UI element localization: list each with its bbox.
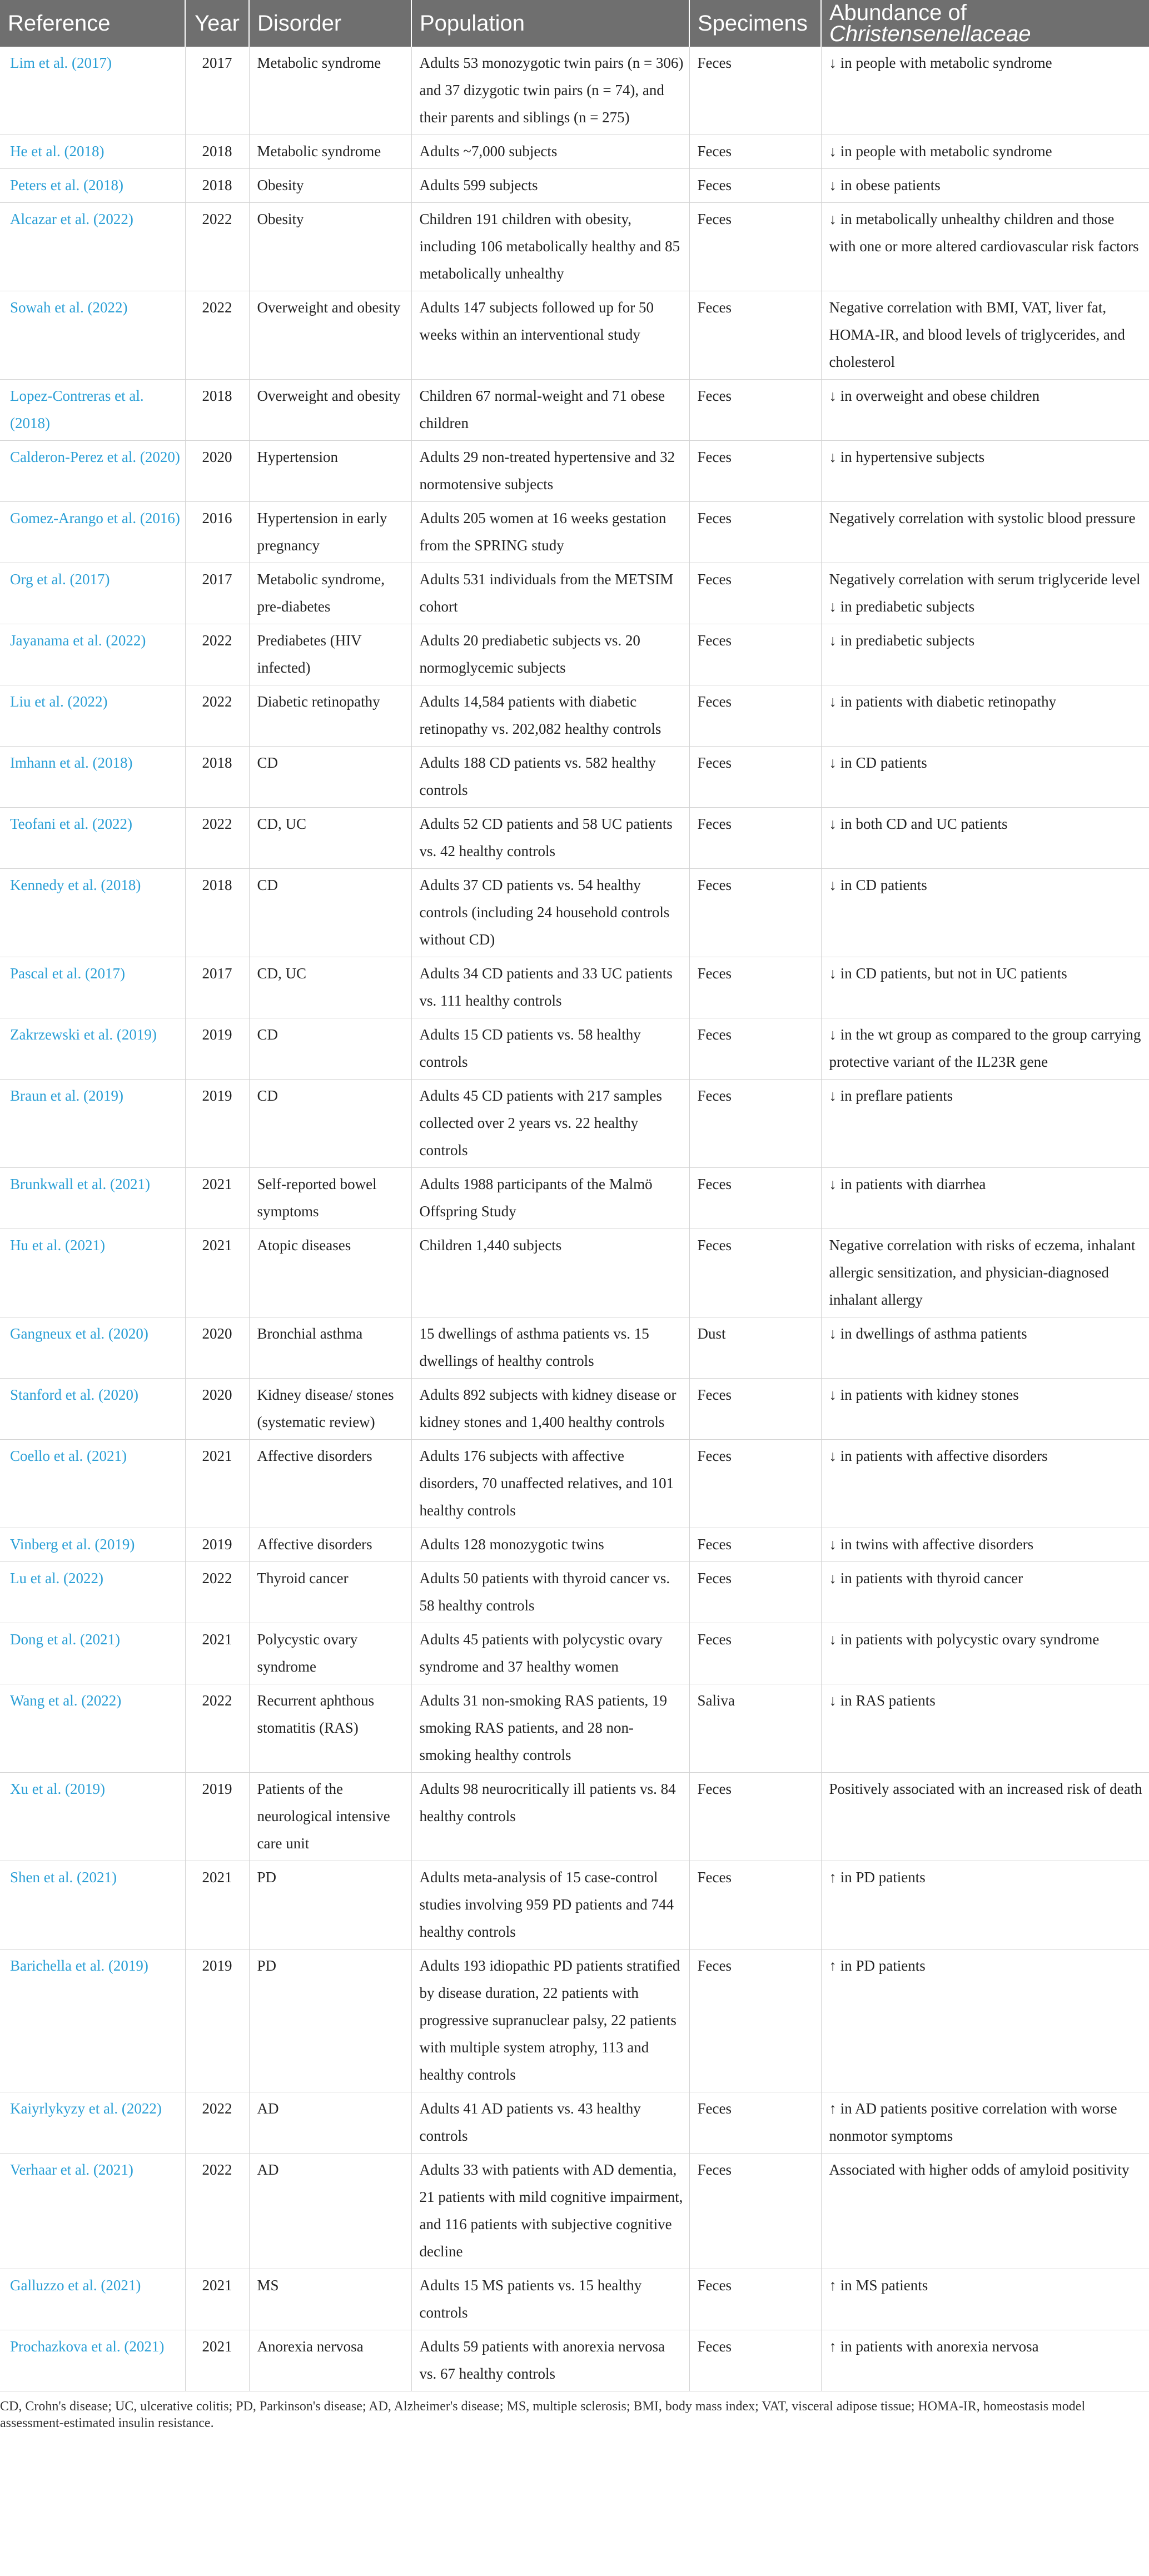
specimens-cell: Feces: [689, 1379, 821, 1440]
reference-link[interactable]: Gomez-Arango et al. (2016): [0, 502, 185, 563]
disorder-cell: Metabolic syndrome, pre-diabetes: [249, 563, 411, 624]
disorder-cell: Anorexia nervosa: [249, 2330, 411, 2391]
disorder-cell: Overweight and obesity: [249, 291, 411, 380]
abundance-cell: Positively associated with an increased risk of death: [821, 1773, 1149, 1861]
year-cell: 2018: [185, 135, 249, 169]
table-row: [0, 441, 1149, 502]
table-row: [0, 1861, 1149, 1950]
table-row: [0, 747, 1149, 808]
abundance-cell: ↑ in patients with anorexia nervosa: [821, 2330, 1149, 2391]
population-cell: Adults 193 idiopathic PD patients stratified by disease duration, 22 patients with progressive supranuclear palsy, 22 patients with multiple system atrophy, 113 and healthy controls: [411, 1950, 689, 2092]
population-cell: Adults 1988 participants of the Malmö Offspring Study: [411, 1168, 689, 1229]
table-row: [0, 685, 1149, 747]
table-row: [0, 291, 1149, 380]
abundance-cell: ↓ in people with metabolic syndrome: [821, 47, 1149, 135]
abundance-cell: ↓ in twins with affective disorders: [821, 1528, 1149, 1562]
population-cell: Adults ~7,000 subjects: [411, 135, 689, 169]
table-row: [0, 808, 1149, 869]
table-row: [0, 1684, 1149, 1773]
specimens-cell: Feces: [689, 380, 821, 441]
table-row: [0, 2330, 1149, 2391]
column-header-reference: Reference: [0, 0, 185, 47]
abundance-header-line1: Abundance of: [829, 1, 967, 25]
disorder-cell: Polycystic ovary syndrome: [249, 1623, 411, 1684]
specimens-cell: Feces: [689, 203, 821, 291]
disorder-cell: Diabetic retinopathy: [249, 685, 411, 747]
table-row: [0, 380, 1149, 441]
year-cell: 2021: [185, 1229, 249, 1317]
population-cell: Adults 52 CD patients and 58 UC patients vs. 42 healthy controls: [411, 808, 689, 869]
column-header-specimens: Specimens: [689, 0, 821, 47]
reference-link[interactable]: Kennedy et al. (2018): [0, 869, 185, 957]
abundance-cell: ↓ in patients with diabetic retinopathy: [821, 685, 1149, 747]
year-cell: 2021: [185, 2330, 249, 2391]
reference-link[interactable]: Lu et al. (2022): [0, 1562, 185, 1623]
table-row: [0, 1950, 1149, 2092]
specimens-cell: Feces: [689, 808, 821, 869]
abundance-cell: ↓ in CD patients, but not in UC patients: [821, 957, 1149, 1018]
column-header-year: Year: [185, 0, 249, 47]
specimens-cell: Feces: [689, 1562, 821, 1623]
population-cell: Adults 599 subjects: [411, 169, 689, 203]
specimens-cell: Feces: [689, 502, 821, 563]
table-row: [0, 203, 1149, 291]
year-cell: 2016: [185, 502, 249, 563]
abundance-cell: ↓ in prediabetic subjects: [821, 624, 1149, 685]
disorder-cell: CD: [249, 869, 411, 957]
abundance-cell: ↓ in obese patients: [821, 169, 1149, 203]
specimens-cell: Feces: [689, 1018, 821, 1080]
column-header-disorder: Disorder: [249, 0, 411, 47]
table-row: [0, 502, 1149, 563]
disorder-cell: MS: [249, 2269, 411, 2330]
abundance-header-taxon: Christensenellaceae: [829, 22, 1031, 46]
year-cell: 2022: [185, 624, 249, 685]
table-body: [0, 47, 1149, 2391]
abundance-cell: ↓ in both CD and UC patients: [821, 808, 1149, 869]
population-cell: Adults 147 subjects followed up for 50 weeks within an interventional study: [411, 291, 689, 380]
population-cell: Adults 128 monozygotic twins: [411, 1528, 689, 1562]
reference-link[interactable]: Alcazar et al. (2022): [0, 203, 185, 291]
disorder-cell: Metabolic syndrome: [249, 47, 411, 135]
abundance-cell: ↓ in patients with kidney stones: [821, 1379, 1149, 1440]
reference-link[interactable]: Org et al. (2017): [0, 563, 185, 624]
reference-link[interactable]: Pascal et al. (2017): [0, 957, 185, 1018]
specimens-cell: Feces: [689, 2092, 821, 2154]
year-cell: 2019: [185, 1080, 249, 1168]
specimens-cell: Saliva: [689, 1684, 821, 1773]
year-cell: 2022: [185, 685, 249, 747]
population-cell: Adults 20 prediabetic subjects vs. 20 normoglycemic subjects: [411, 624, 689, 685]
reference-link[interactable]: Wang et al. (2022): [0, 1684, 185, 1773]
abundance-cell: ↑ in PD patients: [821, 1861, 1149, 1950]
reference-link[interactable]: Liu et al. (2022): [0, 685, 185, 747]
disorder-cell: CD, UC: [249, 957, 411, 1018]
abundance-cell: ↑ in PD patients: [821, 1950, 1149, 2092]
column-header-population: Population: [411, 0, 689, 47]
abundance-cell: ↓ in patients with thyroid cancer: [821, 1562, 1149, 1623]
population-cell: Adults 50 patients with thyroid cancer vs. 58 healthy controls: [411, 1562, 689, 1623]
specimens-cell: Feces: [689, 957, 821, 1018]
table-row: [0, 1018, 1149, 1080]
year-cell: 2018: [185, 869, 249, 957]
column-header-abundance: [821, 0, 1149, 47]
table-row: [0, 135, 1149, 169]
table-row: [0, 1773, 1149, 1861]
abundance-cell: ↓ in CD patients: [821, 869, 1149, 957]
disorder-cell: Self-reported bowel symptoms: [249, 1168, 411, 1229]
specimens-cell: Feces: [689, 1080, 821, 1168]
disorder-cell: Thyroid cancer: [249, 1562, 411, 1623]
specimens-cell: Feces: [689, 47, 821, 135]
population-cell: Adults 34 CD patients and 33 UC patients vs. 111 healthy controls: [411, 957, 689, 1018]
specimens-cell: Feces: [689, 1623, 821, 1684]
abundance-cell: ↓ in patients with diarrhea: [821, 1168, 1149, 1229]
table-row: [0, 2269, 1149, 2330]
table-footnote: CD, Crohn's disease; UC, ulcerative colitis; PD, Parkinson's disease; AD, Alzheimer's disease; MS, multiple sclerosis; BMI, body mass index; VAT, visceral adipose tissue; HOMA-IR, homeostasis model assessment-estimated insulin resistance.: [0, 2399, 1086, 2430]
year-cell: 2022: [185, 1562, 249, 1623]
year-cell: 2018: [185, 380, 249, 441]
population-cell: Adults 45 patients with polycystic ovary syndrome and 37 healthy women: [411, 1623, 689, 1684]
population-cell: 15 dwellings of asthma patients vs. 15 dwellings of healthy controls: [411, 1317, 689, 1379]
population-cell: Adults 14,584 patients with diabetic retinopathy vs. 202,082 healthy controls: [411, 685, 689, 747]
population-cell: Adults 205 women at 16 weeks gestation from the SPRING study: [411, 502, 689, 563]
table-row: [0, 2154, 1149, 2269]
table-row: [0, 1229, 1149, 1317]
reference-link[interactable]: Calderon-Perez et al. (2020): [0, 441, 185, 502]
specimens-cell: Feces: [689, 1528, 821, 1562]
abundance-cell: ↓ in CD patients: [821, 747, 1149, 808]
year-cell: 2022: [185, 291, 249, 380]
year-cell: 2019: [185, 1528, 249, 1562]
specimens-cell: Feces: [689, 2330, 821, 2391]
table-row: [0, 869, 1149, 957]
reference-link[interactable]: Imhann et al. (2018): [0, 747, 185, 808]
year-cell: 2022: [185, 2092, 249, 2154]
specimens-cell: Feces: [689, 135, 821, 169]
year-cell: 2018: [185, 747, 249, 808]
year-cell: 2017: [185, 957, 249, 1018]
abundance-cell: ↓ in overweight and obese children: [821, 380, 1149, 441]
population-cell: Children 1,440 subjects: [411, 1229, 689, 1317]
specimens-cell: Feces: [689, 1950, 821, 2092]
abundance-cell: Negatively correlation with serum triglyceride level ↓ in prediabetic subjects: [821, 563, 1149, 624]
specimens-cell: Feces: [689, 2154, 821, 2269]
table-row: [0, 624, 1149, 685]
table-row: [0, 563, 1149, 624]
disorder-cell: Recurrent aphthous stomatitis (RAS): [249, 1684, 411, 1773]
population-cell: Adults 59 patients with anorexia nervosa vs. 67 healthy controls: [411, 2330, 689, 2391]
specimens-cell: Feces: [689, 291, 821, 380]
reference-link[interactable]: Barichella et al. (2019): [0, 1950, 185, 2092]
disorder-cell: AD: [249, 2154, 411, 2269]
reference-link[interactable]: Xu et al. (2019): [0, 1773, 185, 1861]
population-cell: Adults 31 non-smoking RAS patients, 19 smoking RAS patients, and 28 non-smoking healthy controls: [411, 1684, 689, 1773]
specimens-cell: Feces: [689, 1773, 821, 1861]
year-cell: 2022: [185, 808, 249, 869]
reference-link[interactable]: He et al. (2018): [0, 135, 185, 169]
specimens-cell: Feces: [689, 169, 821, 203]
abundance-cell: Associated with higher odds of amyloid positivity: [821, 2154, 1149, 2269]
disorder-cell: Overweight and obesity: [249, 380, 411, 441]
disorder-cell: Atopic diseases: [249, 1229, 411, 1317]
population-cell: Adults 45 CD patients with 217 samples collected over 2 years vs. 22 healthy controls: [411, 1080, 689, 1168]
population-cell: Adults 41 AD patients vs. 43 healthy controls: [411, 2092, 689, 2154]
reference-link[interactable]: Prochazkova et al. (2021): [0, 2330, 185, 2391]
population-cell: Adults 15 MS patients vs. 15 healthy controls: [411, 2269, 689, 2330]
reference-link[interactable]: Lopez-Contreras et al. (2018): [0, 380, 185, 441]
table-row: [0, 1623, 1149, 1684]
table-row: [0, 957, 1149, 1018]
population-cell: Adults 53 monozygotic twin pairs (n = 306) and 37 dizygotic twin pairs (n = 74), and their parents and siblings (n = 275): [411, 47, 689, 135]
disorder-cell: AD: [249, 2092, 411, 2154]
disorder-cell: CD: [249, 1080, 411, 1168]
specimens-cell: Feces: [689, 685, 821, 747]
disorder-cell: Kidney disease/ stones (systematic review): [249, 1379, 411, 1440]
population-cell: Adults 15 CD patients vs. 58 healthy controls: [411, 1018, 689, 1080]
abundance-cell: ↓ in hypertensive subjects: [821, 441, 1149, 502]
disorder-cell: CD: [249, 1018, 411, 1080]
reference-link[interactable]: Hu et al. (2021): [0, 1229, 185, 1317]
reference-link[interactable]: Galluzzo et al. (2021): [0, 2269, 185, 2330]
reference-link[interactable]: Brunkwall et al. (2021): [0, 1168, 185, 1229]
population-cell: Children 191 children with obesity, including 106 metabolically healthy and 85 metabolically unhealthy: [411, 203, 689, 291]
population-cell: Adults 37 CD patients vs. 54 healthy controls (including 24 household controls without CD): [411, 869, 689, 957]
abundance-cell: ↑ in AD patients positive correlation with worse nonmotor symptoms: [821, 2092, 1149, 2154]
year-cell: 2019: [185, 1773, 249, 1861]
table-row: [0, 2092, 1149, 2154]
abundance-cell: ↓ in the wt group as compared to the group carrying protective variant of the IL23R gene: [821, 1018, 1149, 1080]
disorder-cell: Obesity: [249, 203, 411, 291]
specimens-cell: Feces: [689, 869, 821, 957]
year-cell: 2018: [185, 169, 249, 203]
year-cell: 2021: [185, 1623, 249, 1684]
population-cell: Adults 98 neurocritically ill patients vs. 84 healthy controls: [411, 1773, 689, 1861]
specimens-cell: Feces: [689, 1861, 821, 1950]
disorder-cell: PD: [249, 1950, 411, 2092]
population-cell: Adults meta-analysis of 15 case-control studies involving 959 PD patients and 744 healthy controls: [411, 1861, 689, 1950]
table-row: [0, 1080, 1149, 1168]
table-row: [0, 47, 1149, 135]
reference-link[interactable]: Jayanama et al. (2022): [0, 624, 185, 685]
population-cell: Children 67 normal-weight and 71 obese children: [411, 380, 689, 441]
abundance-cell: ↓ in metabolically unhealthy children and those with one or more altered cardiovascular risk factors: [821, 203, 1149, 291]
disorder-cell: PD: [249, 1861, 411, 1950]
year-cell: 2019: [185, 1018, 249, 1080]
specimens-cell: Feces: [689, 747, 821, 808]
reference-link[interactable]: Stanford et al. (2020): [0, 1379, 185, 1440]
year-cell: 2021: [185, 1861, 249, 1950]
abundance-cell: ↑ in MS patients: [821, 2269, 1149, 2330]
abundance-cell: ↓ in patients with polycystic ovary syndrome: [821, 1623, 1149, 1684]
reference-link[interactable]: Gangneux et al. (2020): [0, 1317, 185, 1379]
reference-link[interactable]: Verhaar et al. (2021): [0, 2154, 185, 2269]
population-cell: Adults 892 subjects with kidney disease or kidney stones and 1,400 healthy controls: [411, 1379, 689, 1440]
population-cell: Adults 29 non-treated hypertensive and 32 normotensive subjects: [411, 441, 689, 502]
table-row: [0, 1168, 1149, 1229]
disorder-cell: Obesity: [249, 169, 411, 203]
table-row: [0, 169, 1149, 203]
abundance-cell: ↓ in RAS patients: [821, 1684, 1149, 1773]
disorder-cell: Bronchial asthma: [249, 1317, 411, 1379]
population-cell: Adults 188 CD patients vs. 582 healthy controls: [411, 747, 689, 808]
disorder-cell: CD: [249, 747, 411, 808]
specimens-cell: Dust: [689, 1317, 821, 1379]
reference-link[interactable]: Coello et al. (2021): [0, 1440, 185, 1528]
year-cell: 2022: [185, 1684, 249, 1773]
specimens-cell: Feces: [689, 1229, 821, 1317]
reference-link[interactable]: Peters et al. (2018): [0, 169, 185, 203]
year-cell: 2020: [185, 1379, 249, 1440]
abundance-cell: ↓ in preflare patients: [821, 1080, 1149, 1168]
year-cell: 2017: [185, 47, 249, 135]
year-cell: 2021: [185, 2269, 249, 2330]
year-cell: 2017: [185, 563, 249, 624]
year-cell: 2020: [185, 441, 249, 502]
specimens-cell: Feces: [689, 441, 821, 502]
abundance-cell: Negative correlation with risks of eczema, inhalant allergic sensitization, and physician-diagnosed inhalant allergy: [821, 1229, 1149, 1317]
reference-link[interactable]: Braun et al. (2019): [0, 1080, 185, 1168]
year-cell: 2022: [185, 203, 249, 291]
table-row: [0, 1440, 1149, 1528]
disorder-cell: CD, UC: [249, 808, 411, 869]
abundance-cell: ↓ in people with metabolic syndrome: [821, 135, 1149, 169]
year-cell: 2019: [185, 1950, 249, 2092]
reference-link[interactable]: Shen et al. (2021): [0, 1861, 185, 1950]
specimens-cell: Feces: [689, 2269, 821, 2330]
specimens-cell: Feces: [689, 563, 821, 624]
reference-link[interactable]: Teofani et al. (2022): [0, 808, 185, 869]
abundance-cell: ↓ in patients with affective disorders: [821, 1440, 1149, 1528]
year-cell: 2021: [185, 1168, 249, 1229]
year-cell: 2021: [185, 1440, 249, 1528]
reference-link[interactable]: Sowah et al. (2022): [0, 291, 185, 380]
disorder-cell: Hypertension: [249, 441, 411, 502]
reference-link[interactable]: Lim et al. (2017): [0, 47, 185, 135]
disorder-cell: Hypertension in early pregnancy: [249, 502, 411, 563]
population-cell: Adults 531 individuals from the METSIM cohort: [411, 563, 689, 624]
table-row: [0, 1528, 1149, 1562]
population-cell: Adults 176 subjects with affective disorders, 70 unaffected relatives, and 101 healthy controls: [411, 1440, 689, 1528]
specimens-cell: Feces: [689, 624, 821, 685]
table-row: [0, 1379, 1149, 1440]
reference-link[interactable]: Vinberg et al. (2019): [0, 1528, 185, 1562]
disorder-cell: Affective disorders: [249, 1440, 411, 1528]
abundance-cell: Negatively correlation with systolic blood pressure: [821, 502, 1149, 563]
abundance-cell: ↓ in dwellings of asthma patients: [821, 1317, 1149, 1379]
year-cell: 2020: [185, 1317, 249, 1379]
reference-link[interactable]: Kaiyrlykyzy et al. (2022): [0, 2092, 185, 2154]
header-row: [0, 0, 1149, 47]
population-cell: Adults 33 with patients with AD dementia, 21 patients with mild cognitive impairment, and 116 patients with subjective cognitive decline: [411, 2154, 689, 2269]
year-cell: 2022: [185, 2154, 249, 2269]
disorder-cell: Affective disorders: [249, 1528, 411, 1562]
disorder-cell: Metabolic syndrome: [249, 135, 411, 169]
reference-link[interactable]: Zakrzewski et al. (2019): [0, 1018, 185, 1080]
reference-link[interactable]: Dong et al. (2021): [0, 1623, 185, 1684]
abundance-cell: Negative correlation with BMI, VAT, liver fat, HOMA-IR, and blood levels of triglycerides, and cholesterol: [821, 291, 1149, 380]
table-row: [0, 1562, 1149, 1623]
disorder-cell: Prediabetes (HIV infected): [249, 624, 411, 685]
specimens-cell: Feces: [689, 1168, 821, 1229]
table-row: [0, 1317, 1149, 1379]
specimens-cell: Feces: [689, 1440, 821, 1528]
disorder-cell: Patients of the neurological intensive care unit: [249, 1773, 411, 1861]
